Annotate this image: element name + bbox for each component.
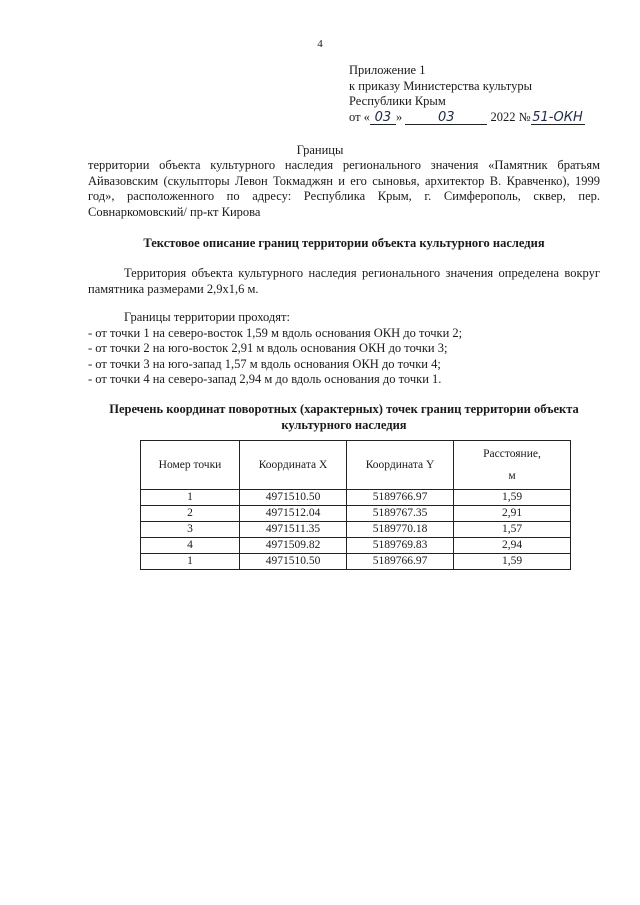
appendix-line-1: Приложение 1 — [349, 63, 426, 77]
date-day: 03 — [370, 111, 396, 125]
header-coord-x: Координата X — [240, 441, 347, 490]
cell-distance: 1,59 — [454, 554, 571, 570]
coordinates-table — [140, 440, 571, 570]
header-distance — [454, 441, 571, 490]
territory-paragraph: Территория объекта культурного наследия регионального значения определена вокруг памятника размерами 2,9х1,6 м. — [88, 266, 600, 296]
description-paragraph: территории объекта культурного наследия регионального значения «Памятник братьям Айвазовским (скульпторы Левон Токмаджян и его сыновья, архитектор В. Кравченко), 1999 год», расположенного по адресу: Республика Крым, г. Симферополь, сквер, пер. Совнаркомовский/ пр-кт Кирова — [88, 158, 600, 219]
cell-point: 1 — [141, 554, 240, 570]
boundaries-title: Границы — [296, 143, 344, 157]
header-point-number: Номер точки — [141, 441, 240, 490]
cell-distance: 1,57 — [454, 522, 571, 538]
section-2-heading: Перечень координат поворотных (характерных) точек границ территории объекта культурного наследия — [109, 402, 579, 432]
appendix-line-2: к приказу Министерства культуры — [349, 78, 532, 93]
list-item: - от точки 1 на северо-восток 1,59 м вдоль основания ОКН до точки 2; — [88, 325, 463, 340]
list-item: - от точки 2 на юго-восток 2,91 м вдоль основания ОКН до точки 3; — [88, 341, 448, 355]
cell-y: 5189767.35 — [347, 506, 454, 522]
cell-x: 4971509.82 — [240, 538, 347, 554]
cell-y: 5189766.97 — [347, 490, 454, 506]
cell-x: 4971512.04 — [240, 506, 347, 522]
date-mid: » — [395, 109, 403, 124]
borders-intro: Границы территории проходят: — [124, 310, 290, 324]
cell-y: 5189769.83 — [347, 538, 454, 554]
appendix-line-3: Республики Крым — [349, 94, 446, 108]
cell-point: 2 — [141, 506, 240, 522]
table-row — [141, 490, 571, 506]
header-coord-y: Координата Y — [347, 441, 454, 490]
cell-distance: 1,59 — [454, 490, 571, 506]
appendix-date-line — [349, 110, 585, 126]
cell-point: 3 — [141, 522, 240, 538]
cell-x: 4971510.50 — [240, 490, 347, 506]
date-month: 03 — [405, 111, 487, 125]
order-number: 51-ОКН — [532, 109, 583, 125]
cell-x: 4971510.50 — [240, 554, 347, 570]
list-item: - от точки 4 на северо-запад 2,94 м до вдоль основания до точки 1. — [88, 372, 442, 386]
table-row — [141, 522, 571, 538]
cell-x: 4971511.35 — [240, 522, 347, 538]
table-header-row — [141, 441, 571, 490]
list-item: - от точки 3 на юго-запад 1,57 м вдоль основания ОКН до точки 4; — [88, 356, 441, 371]
page-number: 4 — [317, 38, 323, 50]
cell-y: 5189770.18 — [347, 522, 454, 538]
section-1-heading: Текстовое описание границ территории объекта культурного наследия — [143, 236, 545, 250]
cell-y: 5189766.97 — [347, 554, 454, 570]
cell-point: 4 — [141, 538, 240, 554]
borders-list — [88, 310, 600, 388]
cell-distance: 2,91 — [454, 506, 571, 522]
header-distance-label: Расстояние, — [483, 448, 541, 460]
table-row — [141, 538, 571, 554]
table-row — [141, 554, 571, 570]
cell-distance: 2,94 — [454, 538, 571, 554]
header-distance-unit: м — [508, 470, 516, 482]
cell-point: 1 — [141, 490, 240, 506]
appendix-block — [349, 63, 585, 125]
date-prefix: от « — [349, 109, 370, 124]
date-year: 2022 № — [490, 109, 531, 124]
table-row — [141, 506, 571, 522]
